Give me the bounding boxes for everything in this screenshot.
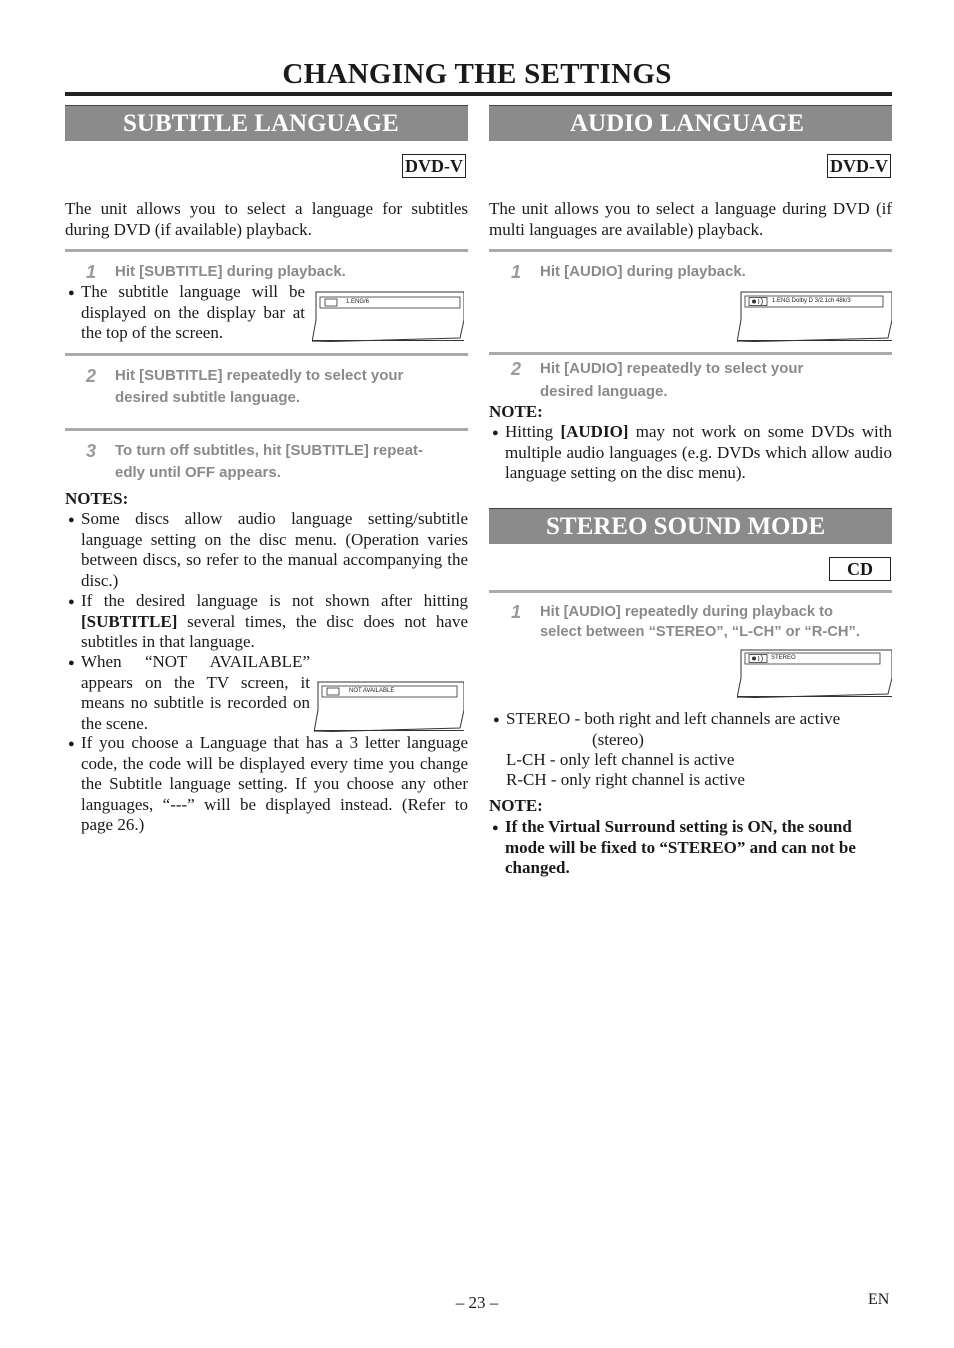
step-text: Hit [AUDIO] during playback. <box>540 263 746 280</box>
step-text: To turn off subtitles, hit [SUBTITLE] repeat- <box>115 442 424 459</box>
bullet-icon: ● <box>492 427 499 439</box>
step-number: 1 <box>511 602 522 622</box>
audio-heading-text: AUDIO LANGUAGE <box>570 110 805 137</box>
stereo-heading-text: STEREO SOUND MODE <box>546 513 826 540</box>
stereo-line: STEREO - both right and left channels are active <box>506 709 841 728</box>
step-number: 1 <box>511 262 522 282</box>
divider <box>489 352 892 355</box>
step-text: Hit [SUBTITLE] during playback. <box>115 263 346 280</box>
step-number: 2 <box>511 359 522 379</box>
step-text: edly until OFF appears. <box>115 464 281 481</box>
step-text: Hit [SUBTITLE] repeatedly to select your <box>115 367 404 384</box>
note-text: If the desired language is not shown after hitting <box>81 591 468 610</box>
tv-screen-illustration <box>312 290 464 341</box>
tv-screen-illustration <box>737 648 892 697</box>
step-number: 3 <box>86 441 97 461</box>
note-text: When “NOT AVAILABLE” appears on the TV screen, it means no subtitle is recorded on the scene. <box>81 652 310 733</box>
note-title: NOTE: <box>489 402 543 421</box>
note-item: Some discs allow audio language setting/subtitle language setting on the disc menu. (Operation varies between discs, so refer to the manual accompanying the disc.) <box>81 509 468 590</box>
step-text: Hit [AUDIO] repeatedly to select your <box>540 360 804 377</box>
rch-line: R-CH - only right channel is active <box>506 770 745 789</box>
note-title: NOTE: <box>489 796 543 815</box>
step-text: Hit [AUDIO] repeatedly during playback to <box>540 604 833 620</box>
audio-section-heading <box>489 105 892 141</box>
language-code: EN <box>868 1291 890 1308</box>
subtitle-section-heading <box>65 105 468 141</box>
osd-text: 1.ENG/6 <box>346 299 370 305</box>
subtitle-icon <box>325 299 336 307</box>
stereo-line: (stereo) <box>592 730 644 749</box>
bullet-icon: ● <box>68 287 75 299</box>
subtitle-heading-text: SUBTITLE LANGUAGE <box>123 110 399 137</box>
title-rule <box>65 92 892 96</box>
stereo-section-heading <box>489 508 892 544</box>
bullet-icon: ● <box>68 514 75 526</box>
page-title: CHANGING THE SETTINGS <box>282 58 672 90</box>
note-item: If you choose a Language that has a 3 letter language code, the code will be displayed every time you change the Subtitle language setting. If you choose any other languages, “---” will be displayed instead. (Refer to page 26.) <box>81 733 468 834</box>
audio-dvd-badge: DVD-V <box>827 154 891 178</box>
note-text: may not work on some DVDs with multiple audio languages (e.g. DVDs which allow audio language setting on the disc menu). <box>505 422 893 482</box>
notes-title: NOTES: <box>65 489 129 508</box>
note-key: [AUDIO] <box>560 422 629 441</box>
osd-text: STEREO <box>771 655 796 661</box>
osd-text: NOT AVAILABLE <box>349 688 395 694</box>
audio-intro: The unit allows you to select a language during DVD (if multi languages are available) playback. <box>489 199 892 239</box>
bullet-icon: ● <box>68 657 75 669</box>
bullet-icon: ● <box>68 738 75 750</box>
step-number: 1 <box>86 262 97 282</box>
bullet-icon: ● <box>493 714 500 726</box>
divider <box>65 249 468 252</box>
step-number: 2 <box>86 366 97 386</box>
step-text: desired subtitle language. <box>115 389 301 406</box>
subtitle-dvd-badge: DVD-V <box>402 154 466 178</box>
bullet-icon: ● <box>492 822 499 834</box>
step-text: desired language. <box>540 383 668 400</box>
subtitle-step1-bullet: The subtitle language will be displayed on the display bar at the top of the screen. <box>81 282 305 342</box>
audio-icon <box>749 297 767 305</box>
note-item <box>505 422 892 484</box>
divider <box>489 590 892 593</box>
stereo-cd-badge: CD <box>829 557 891 581</box>
note-item <box>81 591 468 653</box>
divider <box>65 353 468 356</box>
note-text: several times, the disc does not have subtitles in that language. <box>81 611 468 651</box>
divider <box>65 428 468 431</box>
subtitle-intro: The unit allows you to select a language for subtitles during DVD (if available) playback. <box>65 199 468 239</box>
note-key: [SUBTITLE] <box>81 611 178 631</box>
note-item: If the Virtual Surround setting is ON, the sound mode will be fixed to “STEREO” and can not be changed. <box>505 817 856 877</box>
lch-line: L-CH - only left channel is active <box>506 750 735 769</box>
osd-text: 1.ENG Dolby D 3/2.1ch 48k/3 <box>772 298 851 304</box>
step-text: select between “STEREO”, “L-CH” or “R-CH”. <box>540 624 860 640</box>
divider <box>489 249 892 252</box>
page-number: – 23 – <box>455 1293 499 1312</box>
note-text: Hitting <box>505 422 561 441</box>
bullet-icon: ● <box>68 596 75 608</box>
